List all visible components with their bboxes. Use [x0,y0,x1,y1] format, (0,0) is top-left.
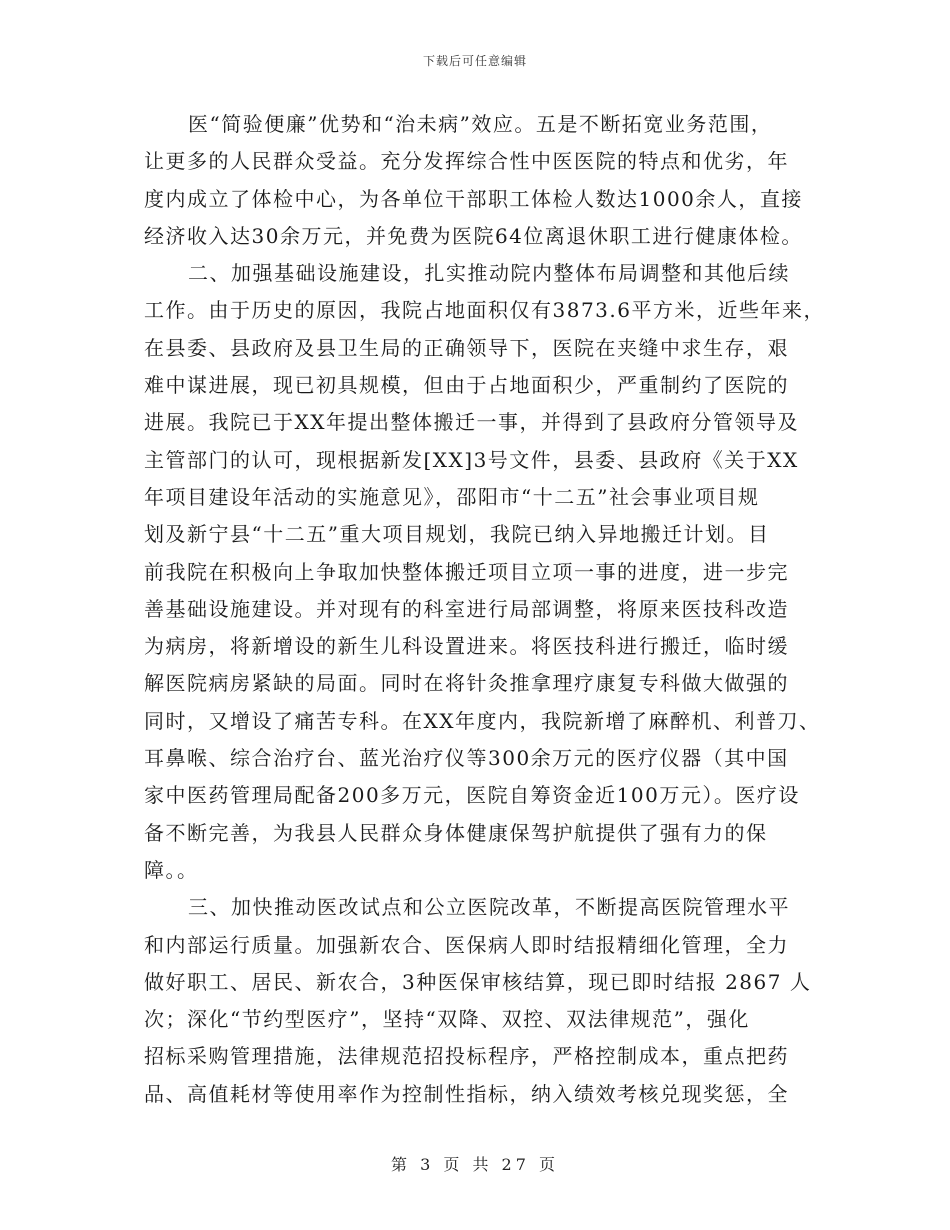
text-line: 度内成立了体检中心，为各单位干部职工体检人数达1000余人，直接 [144,186,803,211]
text-line: 家中医药管理局配备200多万元，医院自筹资金近100万元）。医疗设 [144,783,800,808]
text-line: 次；深化“节约型医疗”，坚持“双降、双控、双法律规范”，强化 [144,1007,750,1032]
text-line: 障。。 [144,857,199,882]
text-line: 解医院病房紧缺的局面。同时在将针灸推拿理疗康复专科做大做强的 [144,671,789,696]
text-line: 医“简验便廉”优势和“治未病”效应。五是不断拓宽业务范围， [188,112,773,136]
text-line: 招标采购管理措施，法律规范招投标程序，严格控制成本，重点把药 [144,1044,789,1069]
text-line: 划及新宁县“十二五”重大项目规划，我院已纳入异地搬迁计划。目 [144,522,770,547]
text-line: 在县委、县政府及县卫生局的正确领导下，医院在夹缝中求生存，艰 [144,335,789,360]
text-line: 二、加强基础设施建设，扎实推动院内整体布局调整和其他后续 [188,261,790,286]
text-line: 经济收入达30余万元，并免费为医院64位离退休职工进行健康体检。 [144,223,803,248]
page-footer-number: 第 3 页 共 27 页 [391,1155,559,1174]
text-line: 工作。由于历史的原因，我院占地面积仅有3873.6平方米，近些年来， [144,298,825,323]
text-line: 品、高值耗材等使用率作为控制性指标，纳入绩效考核兑现奖惩，全 [144,1081,789,1106]
text-line: 难中谋进展，现已初具规模，但由于占地面积少，严重制约了医院的 [144,373,789,398]
text-line: 和内部运行质量。加强新农合、医保病人即时结报精细化管理，全力 [144,932,789,957]
text-line: 为病房，将新增设的新生儿科设置进来。将医技科进行搬迁，临时缓 [144,634,789,659]
text-line: 备不断完善，为我县人民群众身体健康保驾护航提供了强有力的保 [144,820,768,845]
text-line: 主管部门的认可，现根据新发[XX]3号文件，县委、县政府《关于XX [144,447,799,472]
text-line: 做好职工、居民、新农合，3种医保审核结算，现已即时结报 2867 人 [144,969,812,994]
document-body [144,106,825,1113]
text-line: 年项目建设年活动的实施意见》，邵阳市“十二五”社会事业项目规 [144,484,760,509]
text-line: 进展。我院已于XX年提出整体搬迁一事，并得到了县政府分管领导及 [144,410,799,435]
text-line: 让更多的人民群众受益。充分发挥综合性中医医院的特点和优劣，年 [144,149,789,174]
text-line: 耳鼻喉、综合治疗台、蓝光治疗仪等300余万元的医疗仪器（其中国 [144,746,789,771]
text-line: 前我院在积极向上争取加快整体搬迁项目立项一事的进度，进一步完 [144,559,789,584]
text-line: 善基础设施建设。并对现有的科室进行局部调整，将原来医技科改造 [144,596,789,621]
page-header-note: 下载后可任意编辑 [422,54,527,68]
text-line: 同时，又增设了痛苦专科。在XX年度内，我院新增了麻醉机、利普刀、 [144,708,821,733]
text-line: 三、加快推动医改试点和公立医院改革，不断提高医院管理水平 [188,895,790,920]
